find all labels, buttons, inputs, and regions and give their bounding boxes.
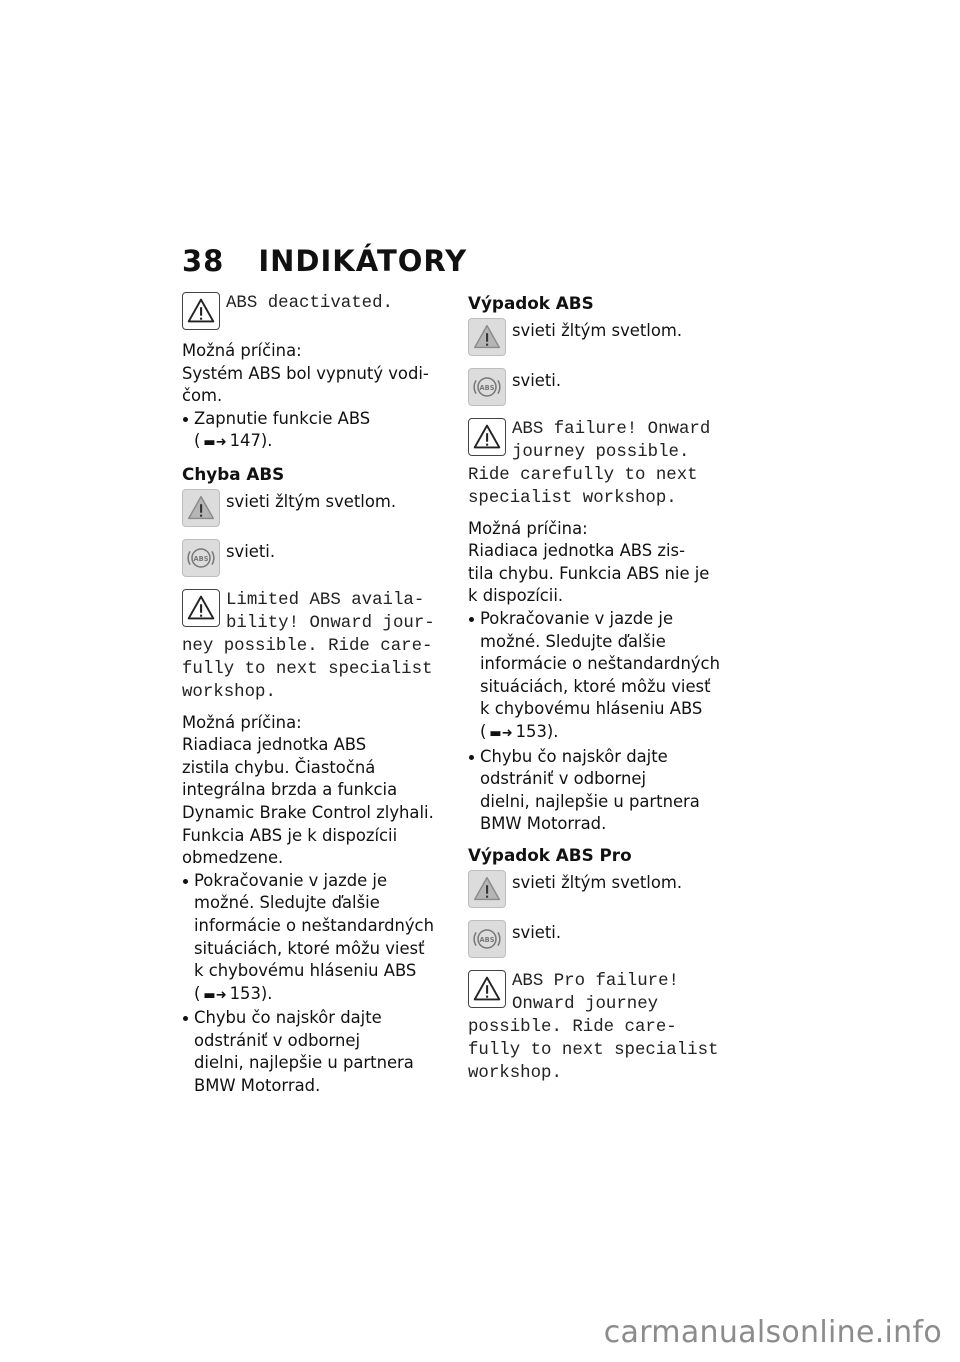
indicator-status: svieti žltým svetlom. xyxy=(226,491,397,511)
message-text: ABS failure! Onward journey possible. xyxy=(512,419,711,462)
message-text-continued: possible. Ride care- fully to next specialist workshop. xyxy=(468,1017,719,1083)
cause-text: Systém ABS bol vypnutý vodi- čom. xyxy=(182,363,429,406)
warning-triangle-icon xyxy=(468,870,506,908)
page-header xyxy=(182,244,467,278)
warning-triangle-icon xyxy=(182,489,220,527)
abs-icon xyxy=(468,368,506,406)
message-text: ABS deactivated. xyxy=(226,294,393,313)
watermark: carmanualsonline.info xyxy=(603,1315,942,1350)
left-column xyxy=(182,292,452,1098)
indicator-row xyxy=(468,870,738,908)
message-block-limited-abs xyxy=(182,589,452,704)
list-item: Zapnutie funkcie ABS ( ▬➜ 147). xyxy=(182,408,452,455)
message-block-abs-deactivated xyxy=(182,292,452,332)
page-title: INDIKÁTORY xyxy=(258,244,468,278)
page-reference[interactable]: 153). xyxy=(515,721,559,741)
cause-label: Možná príčina: xyxy=(182,712,302,732)
page-number: 38 xyxy=(182,244,225,278)
indicator-status: svieti. xyxy=(512,370,562,390)
svg-text:ABS: ABS xyxy=(479,383,495,392)
cause-label: Možná príčina: xyxy=(182,341,302,360)
indicator-row xyxy=(468,318,738,356)
right-column xyxy=(468,292,738,1085)
page-reference[interactable]: 153). xyxy=(229,983,273,1003)
cause-text: Riadiaca jednotka ABS zistila chybu. Čiastočná integrálna brzda a funkcia Dynamic Brake Control zlyhali. Funkcia ABS je k dispozícii obmedzene. xyxy=(182,735,434,868)
abs-icon xyxy=(468,920,506,958)
section-title-vypadok-abs: Výpadok ABS xyxy=(468,293,594,313)
list-item: Pokračovanie v jazde je možné. Sledujte ďalšie informácie o neštandardných situáciách, ktoré môžu viesť k chybovému hláseniu ABS ( ▬➜ 153). xyxy=(182,870,452,1008)
message-text-continued: ney possible. Ride care- fully to next specialist workshop. xyxy=(182,636,433,702)
list-item: Pokračovanie v jazde je možné. Sledujte ďalšie informácie o neštandardných situáciách, ktoré môžu viesť k chybovému hláseniu ABS ( ▬➜ 153). xyxy=(468,608,738,746)
abs-icon xyxy=(182,539,220,577)
indicator-status: svieti žltým svetlom. xyxy=(512,872,683,892)
indicator-status: svieti žltým svetlom. xyxy=(512,320,683,340)
svg-text:ABS: ABS xyxy=(479,935,495,944)
warning-triangle-icon xyxy=(468,970,506,1008)
list-item: Chybu čo najskôr dajte odstrániť v odbornej dielni, najlepšie u partnera BMW Motorrad. xyxy=(468,746,738,836)
section-title-chyba-abs: Chyba ABS xyxy=(182,463,285,484)
message-text: ABS Pro failure! Onward journey xyxy=(512,971,679,1014)
cause-label: Možná príčina: xyxy=(468,518,588,538)
svg-text:ABS: ABS xyxy=(193,554,209,563)
section-title-vypadok-abs-pro: Výpadok ABS Pro xyxy=(468,844,632,865)
arrow-right-icon: ▬➜ xyxy=(489,725,513,741)
warning-triangle-icon xyxy=(468,418,506,456)
message-block-abs-pro-failure xyxy=(468,970,738,1085)
indicator-status: svieti. xyxy=(226,541,276,561)
page-reference[interactable]: 147). xyxy=(229,431,273,451)
indicator-row xyxy=(182,489,452,527)
indicator-row xyxy=(182,539,452,577)
indicator-row xyxy=(468,920,738,958)
message-text-continued: Ride carefully to next specialist workshop. xyxy=(468,465,698,508)
arrow-right-icon: ▬➜ xyxy=(203,435,227,451)
cause-text: Riadiaca jednotka ABS zis- tila chybu. Funkcia ABS nie je k dispozícii. xyxy=(468,541,710,606)
message-text: Limited ABS availa- bility! Onward jour- xyxy=(226,590,435,633)
warning-triangle-icon xyxy=(468,318,506,356)
warning-triangle-icon xyxy=(182,292,220,330)
indicator-status: svieti. xyxy=(512,922,562,942)
message-block-abs-failure xyxy=(468,418,738,510)
warning-triangle-icon xyxy=(182,589,220,627)
arrow-right-icon: ▬➜ xyxy=(203,987,227,1003)
list-item: Chybu čo najskôr dajte odstrániť v odbornej dielni, najlepšie u partnera BMW Motorrad. xyxy=(182,1007,452,1097)
indicator-row xyxy=(468,368,738,406)
